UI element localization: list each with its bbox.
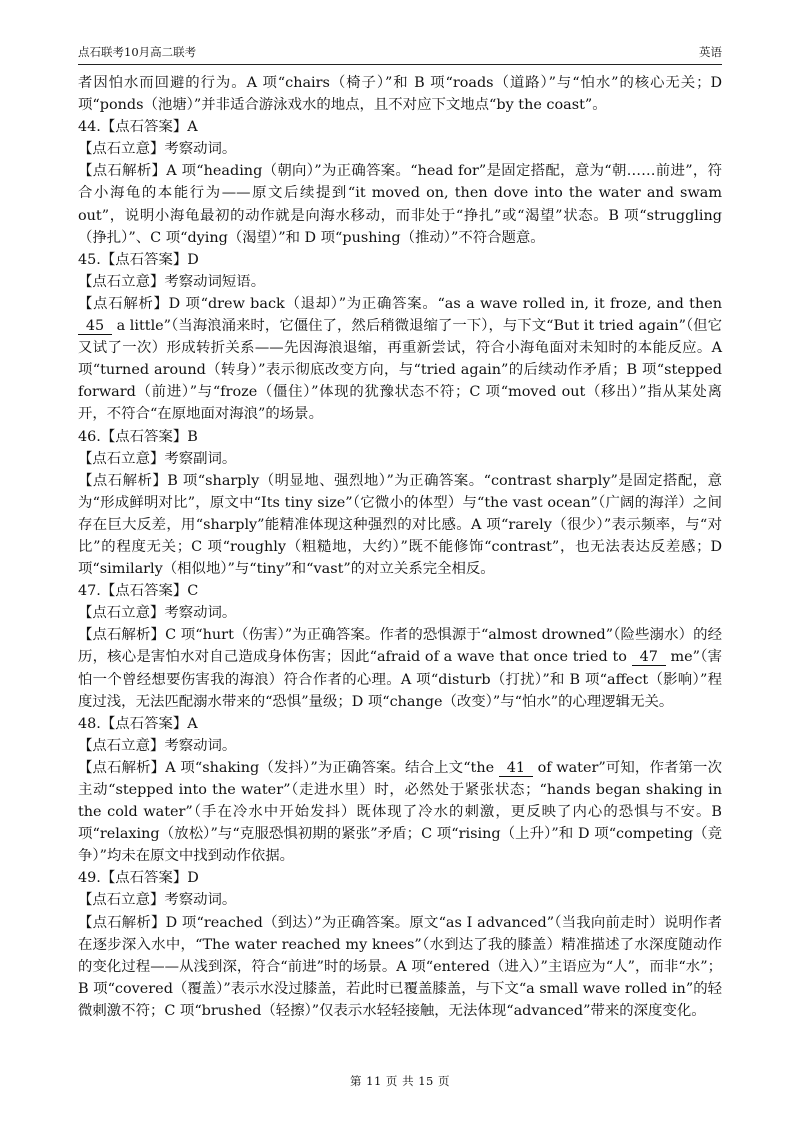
answer-line: 47.【点石答案】C — [78, 583, 199, 600]
analysis-paragraph: 【点石解析】D 项“reached（到达）”为正确答案。原文“as I advanced”（当我向前走时）说明作者在逐步深入水中，“The water reached my knees”（水到达了我的膝盖）精准描述了水深度随动作的变化过程——从浅到深，符合“前进”时的场景。A 项“entered（进入）”主语应为“人”，而非“水”；B 项“covered（覆盖）”表示水没过膝盖，若此时已覆盖膝盖，与下文“a small wave rolled in”的轻微刺激不符；C 项“brushed（轻擦）”仅表示水轻轻接触，无法体现“advanced”带来的深度变化。 — [78, 914, 722, 1019]
blank-number: 45 — [78, 318, 112, 335]
analysis-paragraph — [78, 293, 722, 426]
intent-line: 【点石立意】考察动词。 — [78, 141, 237, 158]
intent-line: 【点石立意】考察动词。 — [78, 892, 237, 909]
analysis-paragraph — [78, 757, 722, 867]
answer-explanations — [78, 72, 722, 1022]
answer-line: 44.【点石答案】A — [78, 119, 198, 136]
answer-line: 49.【点石答案】D — [78, 870, 199, 887]
page-number: 第 11 页 共 15 页 — [349, 1074, 451, 1088]
blank-number: 41 — [499, 760, 533, 777]
intent-line: 【点石立意】考察动词短语。 — [78, 273, 266, 290]
text-run: 【点石解析】D 项“drew back（退却）”为正确答案。“as a wave rolled in, it froze, and then — [78, 295, 722, 312]
analysis-paragraph: 【点石解析】A 项“heading（朝向）”为正确答案。“head for”是固定搭配，意为“朝……前进”，符合小海龟的本能行为——原文后续提到“it moved on, then dove into the water and swam out”，说明小海龟最初的动作就是向海水移动，而非处于“挣扎”或“渴望”状态。B 项“struggling（挣扎）”、C 项“dying（渴望）”和 D 项“pushing（推动）”不符合题意。 — [78, 163, 722, 246]
text-run: me”（害怕一个曾经想要伤害我的海浪）符合作者的心理。A 项“disturb（打扰）”和 B 项“affect（影响）”程度过浅，无法匹配溺水带来的“恐惧”量级；D 项“change（改变）”与“怕水”的心理逻辑无关。 — [78, 649, 722, 710]
paragraph: 者因怕水而回避的行为。A 项“chairs（椅子）”和 B 项“roads（道路）”与“怕水”的核心无关；D 项“ponds（池塘）”并非适合游泳戏水的地点，且不对应下文地点“by the coast”。 — [78, 75, 722, 114]
page-header — [78, 40, 722, 65]
subject-label: 英语 — [699, 45, 722, 59]
answer-line: 45.【点石答案】D — [78, 251, 199, 268]
analysis-paragraph — [78, 624, 722, 712]
text-run: 【点石解析】C 项“hurt（伤害）”为正确答案。作者的恐惧源于“almost drowned”（险些溺水）的经历，核心是害怕水对自己造成身体伤害；因此“afraid of a wave that once tried to — [78, 627, 722, 666]
exam-title: 点石联考10月高二联考 — [78, 45, 197, 59]
analysis-paragraph: 【点石解析】B 项“sharply（明显地、强烈地）”为正确答案。“contrast sharply”是固定搭配，意为“形成鲜明对比”，原文中“Its tiny size”（它微小的体型）与“the vast ocean”（广阔的海洋）之间存在巨大反差，用“sharply”能精准体现这种强烈的对比感。A 项“rarely（很少）”表示频率，与“对比”的程度无关；C 项“roughly（粗糙地，大约）”既不能修饰“contrast”，也无法表达反差感；D 项“similarly（相似地）”与“tiny”和“vast”的对立关系完全相反。 — [78, 472, 722, 578]
text-run: a little”（当海浪涌来时，它僵住了，然后稍微退缩了一下），与下文“But it tried again”（但它又试了一次）形成转折关系——先因海浪退缩，再重新尝试，符合小海龟面对未知时的本能反应。A 项“turned around（转身）”表示彻底改变方向，与“tried again”的后续动作矛盾；B 项“stepped forward（前进）”与“froze（僵住）”体现的犹豫状态不符；C 项“moved out（移出）”指从某处离开，不符合“在原地面对海浪”的场景。 — [78, 318, 722, 423]
intent-line: 【点石立意】考察动词。 — [78, 605, 237, 622]
intent-line: 【点石立意】考察动词。 — [78, 737, 237, 754]
blank-number: 47 — [632, 649, 666, 666]
intent-line: 【点石立意】考察副词。 — [78, 450, 237, 467]
answer-line: 48.【点石答案】A — [78, 715, 198, 732]
text-run: 【点石解析】A 项“shaking（发抖）”为正确答案。结合上文“the — [78, 759, 499, 776]
answer-line: 46.【点石答案】B — [78, 428, 198, 445]
text-run: of water”可知，作者第一次主动“stepped into the water”（走进水里）时，必然处于紧张状态；“hands began shaking in the cold water”（手在冷水中开始发抖）既体现了冷水的刺激，更反映了内心的恐惧与不安。B 项“relaxing（放松）”与“克服恐惧初期的紧张”矛盾；C 项“rising（上升）”和 D 项“competing（竞争）”均未在原文中找到动作依据。 — [78, 759, 722, 865]
